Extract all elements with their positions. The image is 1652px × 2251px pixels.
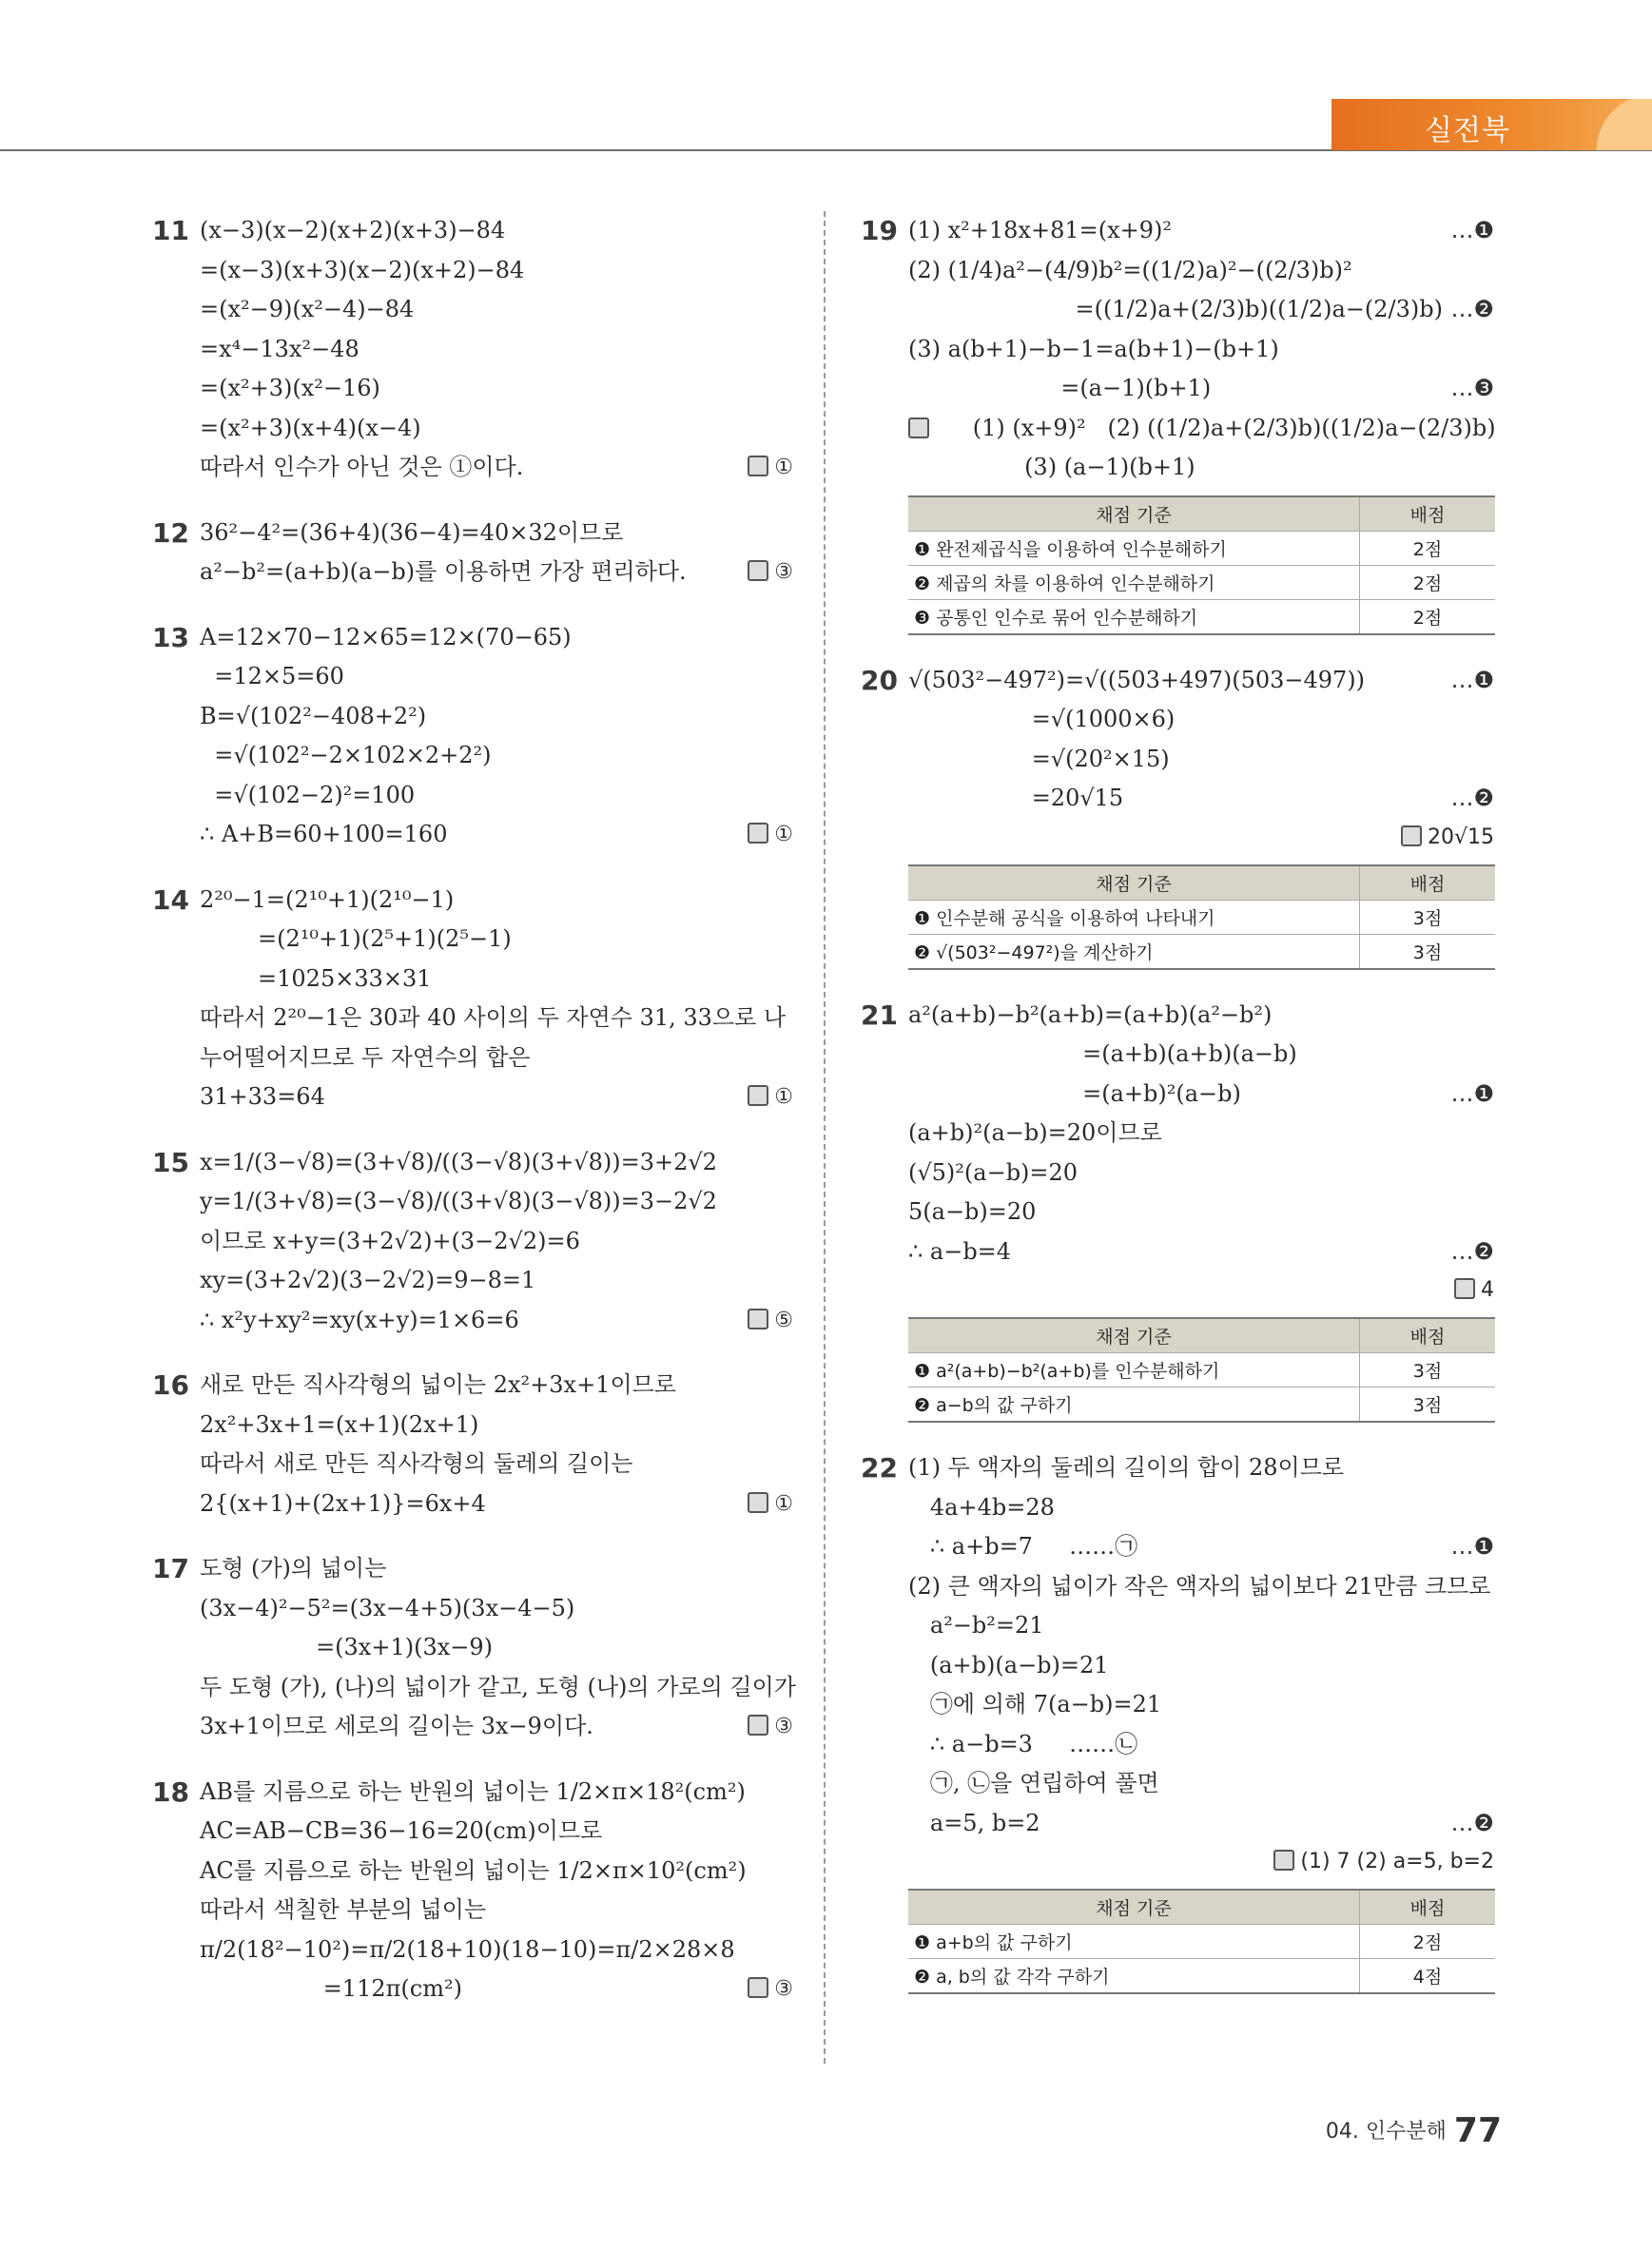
criteria-header: 채점 기준 bbox=[908, 1318, 1360, 1353]
solution-text: =20√15 bbox=[908, 785, 1124, 811]
points-cell: 2점 bbox=[1360, 1925, 1496, 1959]
criteria-cell: ❷ 제곱의 차를 이용하여 인수분해하기 bbox=[908, 565, 1360, 599]
answer-icon bbox=[748, 823, 768, 844]
solution-line bbox=[200, 330, 799, 370]
criteria-cell: ❶ a+b의 값 구하기 bbox=[908, 1925, 1360, 1959]
points-cell: 4점 bbox=[1360, 1959, 1496, 1994]
problem-22 bbox=[861, 1448, 1500, 1994]
scoring-row bbox=[908, 934, 1495, 969]
solution-line bbox=[200, 211, 799, 251]
column-divider bbox=[824, 211, 826, 2064]
solution-line bbox=[908, 1567, 1500, 1607]
solution-line bbox=[200, 1812, 799, 1852]
solution-line bbox=[200, 1222, 799, 1262]
solution-line bbox=[200, 776, 799, 816]
solution-line bbox=[200, 1484, 799, 1524]
page-footer bbox=[1326, 2111, 1502, 2150]
solution-line bbox=[200, 1931, 799, 1970]
problem-number: 12 bbox=[152, 516, 189, 549]
solution-line bbox=[908, 1114, 1500, 1154]
solution-line bbox=[200, 251, 799, 291]
solution-line bbox=[200, 553, 799, 592]
step-marker: …❶ bbox=[1450, 1533, 1494, 1560]
problem-number: 13 bbox=[152, 621, 189, 653]
solution-line bbox=[200, 448, 799, 488]
problem-17 bbox=[152, 1549, 799, 1747]
solution-text: =112π(cm²) bbox=[200, 1975, 462, 2002]
solution-text: 도형 (가)의 넓이는 bbox=[200, 1555, 387, 1582]
solution-text: =12×5=60 bbox=[200, 663, 344, 689]
answer-value: ③ bbox=[774, 1977, 793, 2001]
solution-line bbox=[908, 1035, 1500, 1075]
solution-body bbox=[200, 1366, 799, 1523]
solution-text: 36²−4²=(36+4)(36−4)=40×32이므로 bbox=[200, 518, 624, 546]
solution-text: 따라서 2²⁰−1은 30과 40 사이의 두 자연수 31, 33으로 나 bbox=[200, 1004, 787, 1031]
scoring-row bbox=[908, 531, 1495, 565]
scoring-row bbox=[908, 565, 1495, 599]
solution-text: 누어떨어지므로 두 자연수의 합은 bbox=[200, 1043, 531, 1071]
problem-number: 14 bbox=[152, 883, 189, 916]
solution-text: a=5, b=2 bbox=[908, 1809, 1040, 1836]
solution-text: (2) 큰 액자의 넓이가 작은 액자의 넓이보다 21만큼 크므로 bbox=[908, 1572, 1491, 1600]
solution-line bbox=[908, 369, 1500, 409]
answer-value: ③ bbox=[774, 1715, 793, 1738]
solution-body bbox=[200, 1143, 799, 1341]
points-header: 배점 bbox=[1360, 1890, 1496, 1925]
solution-body bbox=[200, 211, 799, 488]
solution-line bbox=[908, 1075, 1500, 1115]
solution-body bbox=[200, 1773, 799, 2009]
solution-line bbox=[908, 290, 1500, 330]
step-marker: …❸ bbox=[1450, 375, 1494, 401]
solution-line bbox=[200, 1261, 799, 1301]
solution-line bbox=[200, 881, 799, 921]
solution-text: =(a−1)(b+1) bbox=[908, 375, 1212, 401]
solution-line bbox=[908, 1488, 1500, 1528]
answer-icon bbox=[748, 1309, 768, 1329]
scoring-row bbox=[908, 599, 1495, 634]
scoring-row bbox=[908, 1353, 1495, 1387]
solution-text: =(3x+1)(3x−9) bbox=[200, 1634, 493, 1660]
solution-text: =√(1000×6) bbox=[908, 706, 1176, 732]
solution-line bbox=[200, 1628, 799, 1668]
points-header: 배점 bbox=[1360, 865, 1496, 901]
scoring-table bbox=[908, 1889, 1495, 1994]
step-marker: …❷ bbox=[1450, 1237, 1494, 1265]
criteria-header: 채점 기준 bbox=[908, 1890, 1360, 1925]
answer-icon bbox=[748, 456, 768, 476]
answer-value: ① bbox=[774, 1085, 793, 1109]
scoring-table bbox=[908, 1317, 1495, 1423]
solution-text: AC를 지름으로 하는 반원의 넓이는 1/2×π×10²(cm²) bbox=[200, 1856, 747, 1884]
solution-text: B=√(102²−408+2²) bbox=[200, 702, 427, 729]
solution-text: 5(a−b)=20 bbox=[908, 1198, 1037, 1225]
answer-icon bbox=[748, 560, 768, 581]
points-cell: 3점 bbox=[1360, 1353, 1496, 1387]
scoring-header-row bbox=[908, 496, 1495, 532]
solution-text: 2²⁰−1=(2¹⁰+1)(2¹⁰−1) bbox=[200, 885, 455, 913]
solution-body bbox=[200, 514, 799, 592]
right-column bbox=[861, 211, 1500, 2020]
answer-icon bbox=[748, 1977, 768, 1998]
solution-line bbox=[908, 996, 1500, 1036]
solution-line bbox=[908, 1154, 1500, 1193]
solution-text: =(x−3)(x+3)(x−2)(x+2)−84 bbox=[200, 256, 525, 283]
solution-text: ㉠에 의해 7(a−b)=21 bbox=[908, 1691, 1162, 1717]
solution-text: ∴ a+b=7 ……㉠ bbox=[908, 1533, 1138, 1560]
answer-icon bbox=[908, 417, 929, 438]
solution-line bbox=[200, 1970, 799, 2009]
solution-line bbox=[200, 736, 799, 776]
problem-20 bbox=[861, 661, 1500, 970]
solution-text: xy=(3+2√2)(3−2√2)=9−8=1 bbox=[200, 1267, 536, 1293]
points-cell: 2점 bbox=[1360, 565, 1496, 599]
solution-text: 따라서 인수가 아닌 것은 ①이다. bbox=[200, 454, 524, 480]
solution-text: =(x²+3)(x+4)(x−4) bbox=[200, 414, 421, 441]
criteria-cell: ❷ √(503²−497²)을 계산하기 bbox=[908, 934, 1360, 969]
solution-text: =(a+b)(a+b)(a−b) bbox=[908, 1040, 1297, 1067]
answer-badge bbox=[748, 448, 793, 488]
solution-text: (√5)²(a−b)=20 bbox=[908, 1158, 1079, 1186]
solution-text: ∴ a−b=4 bbox=[908, 1237, 1012, 1265]
answer-value: ① bbox=[774, 1491, 793, 1516]
solution-text: AB를 지름으로 하는 반원의 넓이는 1/2×π×18²(cm²) bbox=[200, 1777, 746, 1805]
criteria-cell: ❷ a−b의 값 구하기 bbox=[908, 1387, 1360, 1423]
final-answer bbox=[908, 1843, 1500, 1881]
solution-line bbox=[908, 251, 1500, 291]
step-marker: …❷ bbox=[1450, 296, 1494, 322]
criteria-cell: ❶ a²(a+b)−b²(a+b)를 인수분해하기 bbox=[908, 1353, 1360, 1387]
solution-line bbox=[200, 1038, 799, 1078]
solution-text: ∴ x²y+xy²=xy(x+y)=1×6=6 bbox=[200, 1306, 519, 1333]
solution-line bbox=[908, 1527, 1500, 1567]
scoring-row bbox=[908, 1387, 1495, 1423]
solution-line bbox=[908, 1193, 1500, 1232]
answer-badge bbox=[748, 1970, 793, 2009]
points-cell: 2점 bbox=[1360, 531, 1496, 565]
solution-text: (1) (x+9)² (2) ((1/2)a+(2/3)b)((1/2)a−(2/3)b) bbox=[929, 414, 1496, 441]
answer-icon bbox=[1454, 1278, 1475, 1299]
solution-text: (3x−4)²−5²=(3x−4+5)(3x−4−5) bbox=[200, 1594, 575, 1621]
solution-line bbox=[200, 1445, 799, 1484]
final-answer bbox=[908, 819, 1500, 857]
solution-line bbox=[908, 409, 1500, 449]
solution-line bbox=[200, 1549, 799, 1589]
solution-line bbox=[200, 1143, 799, 1183]
solution-line bbox=[200, 1773, 799, 1813]
solution-text: =√(102²−2×102×2+2²) bbox=[200, 742, 492, 768]
step-marker: …❶ bbox=[1450, 1079, 1494, 1107]
answer-value: ① bbox=[774, 456, 793, 479]
solution-body bbox=[200, 881, 799, 1117]
solution-text: √(503²−497²)=√((503+497)(503−497)) bbox=[908, 666, 1366, 693]
final-answer bbox=[908, 1271, 1500, 1310]
criteria-header: 채점 기준 bbox=[908, 496, 1360, 532]
problem-number: 19 bbox=[861, 215, 898, 246]
left-column bbox=[152, 211, 799, 2035]
points-cell: 3점 bbox=[1360, 1387, 1496, 1423]
solution-line bbox=[200, 1589, 799, 1629]
problem-16 bbox=[152, 1366, 799, 1523]
solution-text: ∴ a−b=3 ……㉡ bbox=[908, 1730, 1138, 1757]
solution-text: 따라서 색칠한 부분의 넓이는 bbox=[200, 1896, 487, 1923]
page-number: 77 bbox=[1453, 2111, 1502, 2150]
solution-text: AC=AB−CB=36−16=20(cm)이므로 bbox=[200, 1817, 603, 1844]
solution-text: a²−b²=21 bbox=[908, 1612, 1044, 1639]
scoring-table bbox=[908, 495, 1495, 635]
solution-body bbox=[908, 661, 1500, 857]
solution-text: ㉠, ㉡을 연립하여 풀면 bbox=[908, 1770, 1159, 1796]
solution-line bbox=[200, 960, 799, 999]
solution-line bbox=[908, 740, 1500, 780]
solution-text: (a+b)(a−b)=21 bbox=[908, 1651, 1109, 1679]
criteria-cell: ❷ a, b의 값 각각 구하기 bbox=[908, 1959, 1360, 1994]
solution-line bbox=[200, 657, 799, 697]
scoring-header-row bbox=[908, 865, 1495, 901]
solution-text: =1025×33×31 bbox=[200, 964, 432, 992]
final-answer-value: (1) 7 (2) a=5, b=2 bbox=[1300, 1850, 1494, 1873]
answer-badge bbox=[748, 1707, 793, 1747]
solution-line bbox=[908, 330, 1500, 370]
solution-text: =((1/2)a+(2/3)b)((1/2)a−(2/3)b) bbox=[908, 296, 1443, 322]
solution-body bbox=[200, 618, 799, 855]
scoring-header-row bbox=[908, 1890, 1495, 1925]
problem-number: 20 bbox=[861, 664, 898, 696]
solution-text: A=12×70−12×65=12×(70−65) bbox=[200, 623, 572, 650]
solution-text: 두 도형 (가), (나)의 넓이가 같고, 도형 (나)의 가로의 길이가 bbox=[200, 1673, 796, 1700]
solution-text: π/2(18²−10²)=π/2(18+10)(18−10)=π/2×28×8 bbox=[200, 1935, 735, 1963]
scoring-row bbox=[908, 900, 1495, 934]
problem-number: 15 bbox=[152, 1146, 189, 1178]
solution-text: (2) (1/4)a²−(4/9)b²=((1/2)a)²−((2/3)b)² bbox=[908, 256, 1352, 283]
problem-13 bbox=[152, 618, 799, 855]
solution-line bbox=[908, 1606, 1500, 1646]
solution-line bbox=[908, 779, 1500, 819]
answer-badge bbox=[748, 1301, 793, 1341]
scoring-table bbox=[908, 864, 1495, 970]
points-header: 배점 bbox=[1360, 1318, 1496, 1353]
solution-line bbox=[908, 448, 1500, 488]
solution-line bbox=[908, 1232, 1500, 1272]
solution-line bbox=[200, 1668, 799, 1708]
solution-line bbox=[200, 1852, 799, 1892]
answer-icon bbox=[748, 1085, 768, 1106]
solution-line bbox=[908, 661, 1500, 701]
solution-line bbox=[200, 1707, 799, 1747]
solution-text: 2x²+3x+1=(x+1)(2x+1) bbox=[200, 1410, 479, 1438]
section-tab bbox=[1331, 99, 1652, 150]
answer-badge bbox=[748, 1077, 793, 1117]
problem-15 bbox=[152, 1143, 799, 1341]
solution-line bbox=[200, 1182, 799, 1222]
answer-icon bbox=[1273, 1850, 1294, 1871]
solution-body bbox=[908, 996, 1500, 1310]
solution-line bbox=[200, 1891, 799, 1931]
criteria-cell: ❸ 공통인 인수로 묶어 인수분해하기 bbox=[908, 599, 1360, 634]
solution-line bbox=[200, 618, 799, 658]
chapter-title: 04. 인수분해 bbox=[1325, 2120, 1447, 2144]
step-marker: …❷ bbox=[1450, 1809, 1494, 1836]
problem-19 bbox=[861, 211, 1500, 635]
solution-line bbox=[908, 211, 1500, 251]
solution-text: 이므로 x+y=(3+2√2)+(3−2√2)=6 bbox=[200, 1227, 580, 1254]
final-answer-value: 20√15 bbox=[1427, 825, 1494, 849]
solution-text: 따라서 새로 만든 직사각형의 둘레의 길이는 bbox=[200, 1450, 633, 1477]
step-marker: …❶ bbox=[1450, 217, 1494, 243]
solution-text: 3x+1이므로 세로의 길이는 3x−9이다. bbox=[200, 1713, 593, 1739]
solution-text: =(x²−9)(x²−4)−84 bbox=[200, 296, 415, 322]
answer-icon bbox=[748, 1492, 768, 1513]
solution-text: 새로 만든 직사각형의 넓이는 2x²+3x+1이므로 bbox=[200, 1371, 676, 1398]
answer-icon bbox=[748, 1715, 768, 1736]
answer-value: ① bbox=[774, 823, 793, 846]
solution-text: =x⁴−13x²−48 bbox=[200, 335, 360, 362]
criteria-cell: ❶ 인수분해 공식을 이용하여 나타내기 bbox=[908, 900, 1360, 934]
solution-text: (3) (a−1)(b+1) bbox=[908, 454, 1195, 480]
solution-line bbox=[200, 290, 799, 330]
solution-line bbox=[200, 1406, 799, 1446]
solution-line bbox=[200, 1301, 799, 1341]
scoring-row bbox=[908, 1925, 1495, 1959]
points-header: 배점 bbox=[1360, 496, 1496, 532]
solution-line bbox=[200, 697, 799, 737]
solution-text: 2{(x+1)+(2x+1)}=6x+4 bbox=[200, 1489, 486, 1517]
solution-text: (x−3)(x−2)(x+2)(x+3)−84 bbox=[200, 217, 506, 243]
answer-value: ③ bbox=[774, 560, 793, 584]
solution-text: a²−b²=(a+b)(a−b)를 이용하면 가장 편리하다. bbox=[200, 558, 687, 585]
step-marker: …❷ bbox=[1450, 785, 1494, 811]
solution-line bbox=[200, 369, 799, 409]
solution-text: (1) 두 액자의 둘레의 길이의 합이 28이므로 bbox=[908, 1454, 1345, 1481]
solution-line bbox=[908, 1725, 1500, 1765]
solution-text: =√(102−2)²=100 bbox=[200, 781, 416, 808]
problem-number: 22 bbox=[861, 1452, 898, 1484]
scoring-row bbox=[908, 1959, 1495, 1994]
solution-line bbox=[908, 1448, 1500, 1488]
answer-badge bbox=[748, 1484, 793, 1524]
step-marker: …❶ bbox=[1450, 666, 1494, 693]
solution-line bbox=[908, 1685, 1500, 1725]
solution-text: ∴ A+B=60+100=160 bbox=[200, 821, 448, 847]
solution-line bbox=[200, 815, 799, 855]
solution-text: (3) a(b+1)−b−1=a(b+1)−(b+1) bbox=[908, 335, 1279, 362]
criteria-cell: ❶ 완전제곱식을 이용하여 인수분해하기 bbox=[908, 531, 1360, 565]
solution-text: =(x²+3)(x²−16) bbox=[200, 375, 380, 401]
section-tab-label: 실전북 bbox=[1425, 114, 1510, 147]
solution-text: (a+b)²(a−b)=20이므로 bbox=[908, 1119, 1162, 1146]
answer-badge bbox=[748, 553, 793, 592]
solution-line bbox=[908, 700, 1500, 740]
problem-number: 18 bbox=[152, 1776, 189, 1808]
solution-text: y=1/(3+√8)=(3−√8)/((3+√8)(3−√8))=3−2√2 bbox=[200, 1188, 717, 1214]
answer-value: ⑤ bbox=[774, 1308, 793, 1332]
solution-text: (1) x²+18x+81=(x+9)² bbox=[908, 217, 1172, 243]
problem-11 bbox=[152, 211, 799, 488]
points-cell: 3점 bbox=[1360, 900, 1496, 934]
solution-body bbox=[200, 1549, 799, 1747]
solution-text: 4a+4b=28 bbox=[908, 1493, 1055, 1521]
problem-12 bbox=[152, 514, 799, 592]
solution-text: =(2¹⁰+1)(2⁵+1)(2⁵−1) bbox=[200, 925, 512, 952]
solution-text: =√(20²×15) bbox=[908, 745, 1170, 772]
solution-line bbox=[200, 1366, 799, 1406]
solution-text: x=1/(3−√8)=(3+√8)/((3−√8)(3+√8))=3+2√2 bbox=[200, 1148, 717, 1175]
solution-text: a²(a+b)−b²(a+b)=(a+b)(a²−b²) bbox=[908, 1000, 1273, 1028]
solution-line bbox=[908, 1804, 1500, 1844]
solution-line bbox=[200, 999, 799, 1038]
solution-text: =(a+b)²(a−b) bbox=[908, 1079, 1241, 1107]
answer-icon bbox=[1401, 825, 1422, 846]
solution-body bbox=[908, 1448, 1500, 1881]
problem-18 bbox=[152, 1773, 799, 2009]
solution-body bbox=[908, 211, 1500, 488]
solution-line bbox=[200, 514, 799, 553]
solution-line bbox=[200, 409, 799, 449]
problem-number: 21 bbox=[861, 999, 898, 1031]
points-cell: 3점 bbox=[1360, 934, 1496, 969]
problem-21 bbox=[861, 996, 1500, 1424]
problem-14 bbox=[152, 881, 799, 1117]
problem-number: 16 bbox=[152, 1369, 189, 1401]
scoring-header-row bbox=[908, 1318, 1495, 1353]
problem-number: 11 bbox=[152, 215, 189, 246]
solution-line bbox=[200, 1077, 799, 1117]
solution-text: 31+33=64 bbox=[200, 1083, 325, 1110]
solution-line bbox=[908, 1646, 1500, 1686]
answer-badge bbox=[748, 815, 793, 855]
points-cell: 2점 bbox=[1360, 599, 1496, 634]
final-answer-value: 4 bbox=[1481, 1278, 1494, 1302]
solution-line bbox=[200, 920, 799, 960]
solution-line bbox=[908, 1764, 1500, 1804]
criteria-header: 채점 기준 bbox=[908, 865, 1360, 901]
problem-number: 17 bbox=[152, 1553, 189, 1584]
